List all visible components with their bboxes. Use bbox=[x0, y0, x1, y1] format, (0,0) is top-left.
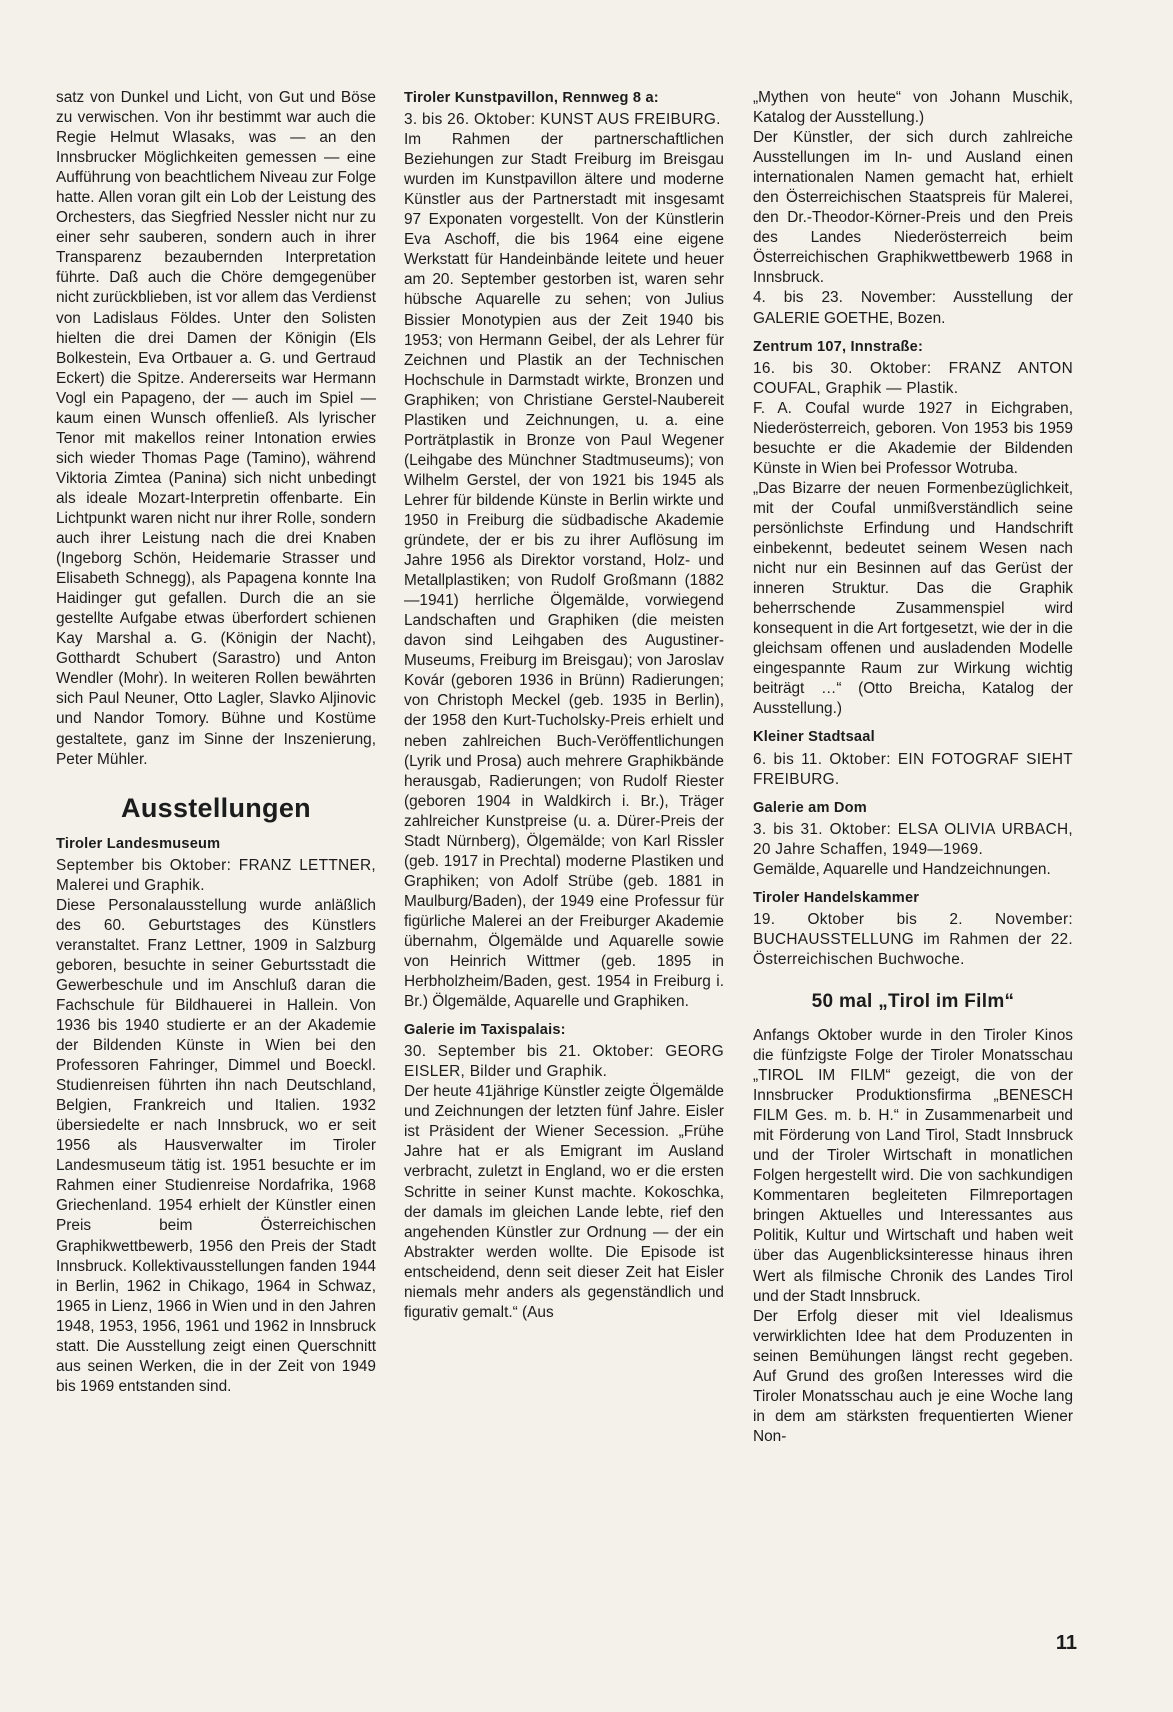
venue-heading-taxispalais: Galerie im Taxispalais: bbox=[404, 1022, 566, 1039]
exhibition-dates: 6. bis 11. Oktober: EIN FOTOGRAF SIEHT FREIBURG. bbox=[753, 750, 1073, 788]
film-article-body: Anfangs Oktober wurde in den Tiroler Kinos die fünfzigste Folge der Tiroler Monatsschau „TIROL IM FILM“ gezeigt, die von der Innsbrucker Produktionsfirma „BENESCH FILM Ges. m. b. H.“ in Zusammenarbeit und mit Förderung von Land Tirol, Stadt Innsbruck und der Tiroler Wirtschaft in monatlichen Folgen hergestellt wird. Die von sachkundigen Kommentaren begleiteten Filmreportagen bringen Aktuelles und Interessantes aus Politik, Kultur und Wirtschaft und haben weit über das Augenblicksinteresse hinaus ihren Wert als filmische Chronik des Landes Tirol und der Stadt Innsbruck. bbox=[753, 1026, 1073, 1305]
column-right bbox=[753, 88, 1073, 1447]
exhibition-dates: 30. September bis 21. Oktober: GEORG EISLER, Bilder und Graphik. bbox=[404, 1043, 724, 1081]
exhibition-dates: 4. bis 23. November: Ausstellung der GALERIE GOETHE, Bozen. bbox=[753, 289, 1073, 327]
venue-heading-zentrum-107: Zentrum 107, Innstraße: bbox=[753, 338, 924, 355]
page-number: 11 bbox=[1055, 1632, 1077, 1654]
venue-heading-kunstpavillon: Tiroler Kunstpavillon, Rennweg 8 a: bbox=[404, 90, 659, 106]
exhibition-description: Im Rahmen der partnerschaftlichen Beziehungen zur Stadt Freiburg im Breisgau wurden im Kunstpavillon ältere und moderne Künstler aus der Partnerstadt mit insgesamt 97 Exponaten vorgestellt. Von der Künstlerin Eva Aschoff, die bis 1964 eine eigene Werkstatt für Handeinbände leitete und heuer am 20. September gestorben ist, waren sehr hübsche Aquarelle zu sehen; von Julius Bissier Monotypien aus der Zeit 1940 bis 1953; von Hermann Geibel, der als Lehrer für Zeichnen und Plastik an der Technischen Hochschule in Darmstadt wirkte, Bronzen und Graphiken; von Christiane Gerstel-Naubereit Plastiken und Zeichnungen, u. a. eine Porträtplastik in Bronze von Paul Wegener (Leihgabe des Münchner Stadtmuseums); von Wilhelm Gerstel, der von 1921 bis 1945 als Lehrer für bildende Künste in Berlin wirkte und 1950 in Freiburg die südbadische Akademie gründete, der er bis zu ihrer Auflösung im Jahre 1956 als Direktor vorstand, Holz- und Metallplastiken; von Rudolf Großmann (1882—1941) herrliche Ölgemälde, vorwiegend Landschaften und Graphiken (die meisten davon sind Leihgaben des Augustiner-Museums, Freiburg im Breisgau); von Jaroslav Kovár (geboren 1936 in Brünn) Radierungen; von Christoph Meckel (geb. 1935 in Berlin), der 1958 den Kurt-Tucholsky-Preis erhielt und neben zahlreichen Buch-Veröffentlichungen (Lyrik und Prosa) auch mehrere Graphikbände herausgab, Radierungen; von Rudolf Riester (geboren 1904 in Waldkirch i. Br.), Träger zahlreicher Kunstpreise (u. a. Dürer-Preis der Stadt Nürnberg), Ölgemälde; von Karl Rissler (geb. 1917 in Prechtal) moderne Plastiken und Graphiken; von Adolf Strübe (geb. 1881 in Maulburg/Baden), der 1949 eine Professur für figürliche Malerei an der Freiburger Akademie übernahm, Ölgemälde und Aquarelle sowie von Heinrich Wittmer (geb. 1895 in Herbholzheim/Baden, gest. 1954 in Freiburg i. Br.) Ölgemälde, Aquarelle und Graphiken. bbox=[404, 131, 724, 1011]
film-article-body: Der Erfolg dieser mit viel Idealismus verwirklichten Idee hat dem Produzenten in seinen Bemühungen längst recht gegeben. Auf Grund des großen Interesses wird die Tiroler Monatsschau auch je eine Woche lang in dem am stärksten frequentierten Wiener Non- bbox=[753, 1307, 1073, 1445]
column-left bbox=[56, 88, 376, 1397]
venue-heading-handelskammer: Tiroler Handelskammer bbox=[753, 889, 920, 906]
exhibition-description: Gemälde, Aquarelle und Handzeichnungen. bbox=[753, 860, 1051, 878]
opera-review-continuation: satz von Dunkel und Licht, von Gut und Böse zu verwischen. Von ihr bestimmt war auch die Regie Helmut Wlasaks, was — an den Innsbrucker Möglichkeiten gemessen — eine Aufführung von beachtlichem Niveau zur Folge hatte. Allen voran gilt ein Lob der Leistung des Orchesters, das Siegfried Nessler nicht nur zu einer sehr sauberen, sondern auch in ihrer Transparenz bezaubernden Interpretation führte. Daß auch die Chöre demgegenüber nicht zurückblieben, ist vor allem das Verdienst von Ladislaus Földes. Unter den Solisten hielten die drei Damen der Königin (Els Bolkestein, Eva Ortbauer a. G. und Gertraud Eckert) die Spitze. Andererseits war Hermann Vogl ein Papageno, der — auch im Spiel — kaum einen Wunsch offenließ. Als lyrischer Tenor mit makellos reiner Intonation erwies sich wieder Thomas Page (Tamino), während Viktoria Zimtea (Panina) sich nicht unbedingt als ideale Mozart-Interpretin offenbarte. Ein Lichtpunkt waren nicht nur ihrer Rolle, sondern auch ihrer Leistung nach die drei Knaben (Ingeborg Schön, Heidemarie Strasser und Elisabeth Schnegg), als Papagena konnte Ina Haidinger gut gefallen. Durch die an sie gestellte Aufgabe etwas überfordert schienen Kay Marshal a. G. (Königin der Nacht), Gotthardt Schubert (Sarastro) und Anton Wendler (Mohr). In weiteren Rollen bewährten sich Paul Neuner, Otto Lagler, Slavko Aljinovic und Nandor Tomory. Bühne und Kostüme gestaltete, ganz im Sinne der Inszenierung, Peter Mühler. bbox=[56, 89, 376, 768]
venue-heading-galerie-am-dom: Galerie am Dom bbox=[753, 799, 867, 816]
section-heading-ausstellungen: Ausstellungen bbox=[121, 792, 311, 823]
exhibition-description: Der heute 41jährige Künstler zeigte Ölgemälde und Zeichnungen der letzten fünf Jahre. Eisler ist Präsident der Wiener Secession. „Frühe Jahre hat er als Emigrant im Ausland verbracht, zuletzt in England, wo er die ersten Schritte in seiner Kunst machte. Kokoschka, der damals im gleichen Lande lebte, rief den angehenden Künstler zur Ordnung — der ein Abstrakter werden wollte. Die Episode ist entscheidend, denn seit dieser Zeit hat Eisler niemals mehr anders als gegenständlich und figurativ gemalt.“ (Aus bbox=[404, 1083, 724, 1321]
artist-biography: Der Künstler, der sich durch zahlreiche Ausstellungen im In- und Ausland einen internationalen Namen gemacht hat, erhielt den Österreichischen Staatspreis für Malerei, den Dr.-Theodor-Körner-Preis und den Preis des Landes Niederösterreich beim Österreichischen Graphikwettbewerb 1968 in Innsbruck. bbox=[753, 129, 1073, 287]
venue-heading-kleiner-stadtsaal: Kleiner Stadtsaal bbox=[753, 729, 875, 746]
exhibition-dates: 19. Oktober bis 2. November: BUCHAUSSTELLUNG im Rahmen der 22. Österreichischen Buchwoche. bbox=[753, 910, 1073, 968]
catalog-citation: „Mythen von heute“ von Johann Muschik, Katalog der Ausstellung.) bbox=[753, 89, 1073, 127]
exhibition-dates: 16. bis 30. Oktober: FRANZ ANTON COUFAL, Graphik — Plastik. bbox=[753, 359, 1073, 397]
exhibition-dates: September bis Oktober: FRANZ LETTNER, Malerei und Graphik. bbox=[56, 856, 376, 894]
exhibition-description: Diese Personalausstellung wurde anläßlich des 60. Geburtstages des Künstlers veranstaltet. Franz Lettner, 1909 in Salzburg geboren, besuchte in seiner Geburtsstadt die Gewerbeschule und im Anschluß daran die Fachschule für Bildhauerei in Hallein. Von 1936 bis 1940 studierte er an der Akademie der Bildenden Künste in Wien bei den Professoren Fahringer, Dimmel und Boeckl. Studienreisen führten ihn nach Deutschland, Belgien, Frankreich und Italien. 1932 übersiedelte er nach Innsbruck, wo er seit 1956 als Hausverwalter im Tiroler Landesmuseum tätig ist. 1951 besuchte er im Rahmen einer Studienreise Nordafrika, 1968 Griechenland. 1954 erhielt der Künstler einen Preis beim Österreichischen Graphikwettbewerb, 1956 den Preis der Stadt Innsbruck. Kollektivausstellungen fanden 1944 in Berlin, 1962 in Chikago, 1964 in Schwaz, 1965 in Lienz, 1966 in Wien und in den Jahren 1948, 1953, 1956, 1961 und 1962 in Innsbruck statt. Die Ausstellung zeigt einen Querschnitt aus seinen Werken, die in der Zeit von 1949 bis 1969 entstanden sind. bbox=[56, 896, 376, 1395]
section-heading-tirol-im-film: 50 mal „Tirol im Film“ bbox=[811, 990, 1015, 1012]
venue-heading-landesmuseum: Tiroler Landesmuseum bbox=[56, 835, 221, 852]
exhibition-dates: 3. bis 26. Oktober: KUNST AUS FREIBURG. bbox=[404, 111, 721, 129]
catalog-quote: „Das Bizarre der neuen Formenbezüglichkeit, mit der Coufal unmißverständlich seine persönlichste Erfindung und Handschrift einbekennt, bedeutet seinem Wesen nach nicht nur ein Besinnen auf das Gerüst der inneren Struktur. Das die Graphik beherrschende Zusammenspiel wird konsequent in die Art fortgesetzt, wie der in die gleichsam offenen und ausladenden Modelle eingespannte Raum zur Wirkung wichtig beiträgt …“ (Otto Breicha, Katalog der Ausstellung.) bbox=[753, 479, 1073, 718]
artist-biography: F. A. Coufal wurde 1927 in Eichgraben, Niederösterreich, geboren. Von 1953 bis 1959 besuchte er die Akademie der Bildenden Künste in Wien bei Professor Wotruba. bbox=[753, 399, 1073, 477]
column-middle bbox=[404, 88, 724, 1323]
exhibition-dates: 3. bis 31. Oktober: ELSA OLIVIA URBACH, 20 Jahre Schaffen, 1949—1969. bbox=[753, 820, 1073, 858]
